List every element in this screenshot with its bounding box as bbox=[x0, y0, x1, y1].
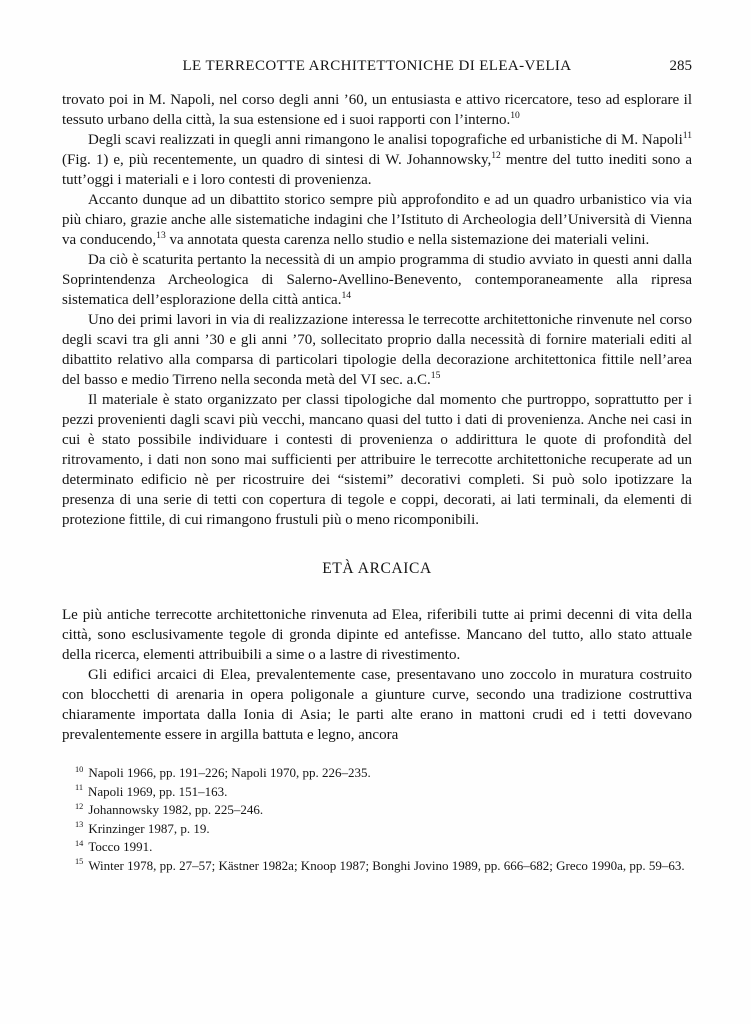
body-paragraphs bbox=[62, 90, 692, 530]
footnotes bbox=[62, 764, 692, 875]
footnote: $^{14}$ Tocco 1991. bbox=[75, 838, 153, 854]
paragraph: Il materiale è stato organizzato per classi tipologiche dal momento che purtroppo, soprattutto per i pezzi provenienti dagli scavi più vecchi, mancano quasi del tutto i dati di provenienza. Anche nei casi in cui è stato possibile individuare i contesti di provenienza o addirittura le quote di profondità del ritrovamento, i dati non sono mai sufficienti per attribuire le terrecotte architettoniche recuperate ad un determinato edificio nè per ricostruire dei “sistemi” decorativi completi. Si può solo ipotizzare la presenza di una serie di tetti con copertura di tegole e coppi, decorati, ai lati terminali, da elementi di protezione fittile, di cui rimangono frustuli più o meno ricomponibili. bbox=[62, 392, 692, 528]
footnote-number: 11 bbox=[75, 783, 84, 793]
paragraph: Da ciò è scaturita pertanto la necessità di un ampio programma di studio avviato in questi anni dalla Soprintendenza Archeologica di Salerno-Avellino-Benevento, contemporaneamente alla ripresa sistematica dell’esplorazione della città antica.$^{14}$ bbox=[62, 252, 692, 308]
footnote-reference: 13 bbox=[156, 230, 166, 241]
footnote-number: 10 bbox=[75, 764, 84, 774]
footnote: $^{10}$ Napoli 1966, pp. 191–226; Napoli 1970, pp. 226–235. bbox=[75, 764, 371, 780]
footnote-number: 15 bbox=[75, 857, 84, 867]
section-paragraphs bbox=[62, 605, 692, 745]
footnote-reference: 11 bbox=[682, 130, 692, 141]
footnote: $^{15}$ Winter 1978, pp. 27–57; Kästner 1982a; Knoop 1987; Bonghi Jovino 1989, pp. 666–682; Greco 1990a, pp. 59–63. bbox=[75, 857, 685, 873]
footnote: $^{11}$ Napoli 1969, pp. 151–163. bbox=[75, 783, 228, 799]
footnote-reference: 12 bbox=[491, 150, 501, 161]
footnote-reference: 14 bbox=[341, 290, 352, 301]
footnote-reference: 10 bbox=[510, 110, 520, 121]
main-text bbox=[62, 90, 692, 875]
paragraph: Degli scavi realizzati in quegli anni rimangono le analisi topografiche ed urbanistiche di M. Napoli$^{11}$ (Fig. 1) e, più recentemente, un quadro di sintesi di W. Johannowsky,$^{12}$ mentre del tutto inediti sono a tutt’oggi i materiali e i loro contesti di provenienza. bbox=[62, 130, 692, 188]
running-title: LE TERRECOTTE ARCHITETTONICHE DI ELEA-VELIA bbox=[182, 58, 572, 74]
footnote-number: 14 bbox=[75, 838, 84, 848]
footnote-reference: 15 bbox=[430, 370, 441, 381]
paragraph: trovato poi in M. Napoli, nel corso degli anni ’60, un entusiasta e attivo ricercatore, teso ad esplorare il tessuto urbano della città, la sua estensione ed i suoi rapporti con l’interno.$^{10}$ bbox=[62, 92, 692, 128]
paragraph: Gli edifici arcaici di Elea, prevalentemente case, presentavano uno zoccolo in muratura costruito con blocchetti di arenaria in opera poligonale a giunture curve, secondo una tradizione costruttiva chiaramente importata dalla Ionia di Asia; le parti alte erano in mattoni crudi ed i tetti dovevano prevalentemente essere in argilla battuta e legno, ancora bbox=[62, 667, 692, 743]
footnote: $^{13}$ Krinzinger 1987, p. 19. bbox=[75, 820, 210, 836]
footnote-number: 13 bbox=[75, 820, 84, 830]
footnote-number: 12 bbox=[75, 801, 84, 811]
paragraph: Le più antiche terrecotte architettoniche rinvenuta ad Elea, riferibili tutte ai primi decenni di vita della città, sono esclusivamente tegole di gronda dipinte ed antefisse. Mancano del tutto, allo stato attuale della ricerca, elementi attribuibili a sime o a lastre di rivestimento. bbox=[62, 607, 692, 663]
section-heading: ETÀ ARCAICA bbox=[322, 560, 432, 577]
running-head bbox=[62, 58, 692, 75]
paragraph: Uno dei primi lavori in via di realizzazione interessa le terrecotte architettoniche rinvenute nel corso degli scavi tra gli anni ’30 e gli anni ’70, sollecitato proprio dalla necessità di fornire materiali editi al dibattito relativo alla comparsa di particolari tipologie della decorazione architettonica fittile nell’area del basso e medio Tirreno nella seconda metà del VI sec. a.C.$^{15}$ bbox=[62, 312, 692, 388]
footnote: $^{12}$ Johannowsky 1982, pp. 225–246. bbox=[75, 801, 264, 817]
paragraph: Accanto dunque ad un dibattito storico sempre più approfondito e ad un quadro urbanistico via via più chiaro, grazie anche alle sistematiche indagini che l’Istituto di Archeologia dell’Università di Vienna va conducendo,$^{13}$ va annotata questa carenza nello studio e nella sistemazione dei materiali velini. bbox=[62, 192, 692, 248]
page-number: 285 bbox=[669, 58, 692, 74]
